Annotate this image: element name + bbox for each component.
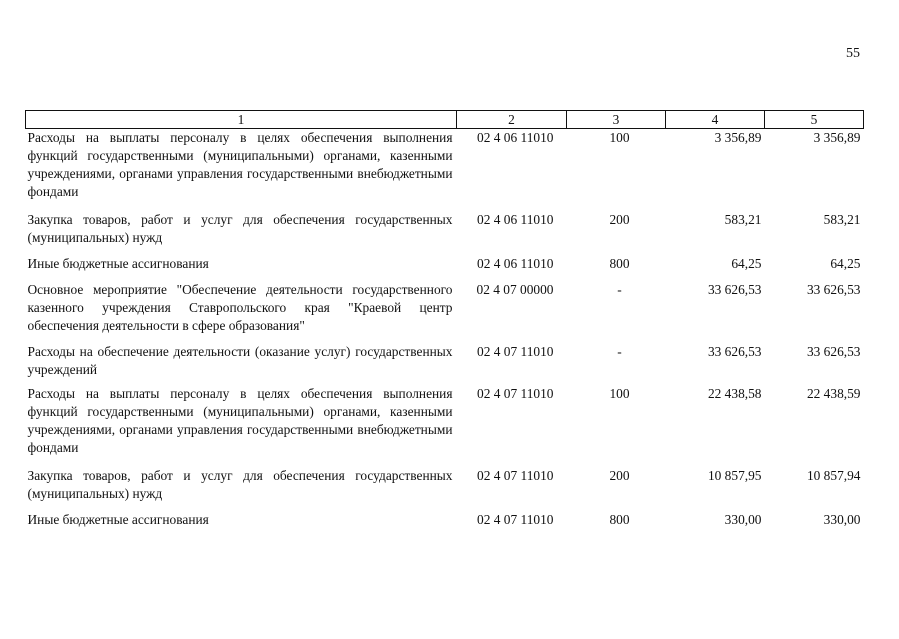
- row-name: Закупка товаров, работ и услуг для обеспечения государственных (муниципальных) нужд: [27, 468, 453, 501]
- row-col4: 330,00: [724, 512, 762, 527]
- row-col5: 10 857,94: [806, 468, 861, 483]
- row-type: 100: [609, 386, 630, 401]
- table-row: [26, 255, 864, 281]
- row-code: 02 4 06 11010: [477, 212, 554, 227]
- header-col-3: 3: [567, 111, 666, 129]
- row-col5: 330,00: [823, 512, 861, 527]
- row-code: 02 4 07 11010: [477, 468, 554, 483]
- row-code: 02 4 07 11010: [477, 386, 554, 401]
- row-col5: 33 626,53: [806, 344, 861, 359]
- row-name: Основное мероприятие "Обеспечение деятельности государственного казенного учреждения Ставропольского края "Краевой центр обеспечения деятельности в сфере образования": [27, 282, 453, 333]
- row-code: 02 4 06 11010: [477, 130, 554, 145]
- row-type: 800: [609, 512, 630, 527]
- table-row: [26, 385, 864, 467]
- header-row: [26, 111, 864, 129]
- page-number: 55: [846, 46, 860, 61]
- row-code: 02 4 07 11010: [477, 512, 554, 527]
- row-type: -: [617, 282, 622, 297]
- row-col5: 33 626,53: [806, 282, 861, 297]
- row-code: 02 4 07 00000: [476, 282, 554, 297]
- table-row: [26, 211, 864, 255]
- budget-table: [25, 110, 864, 533]
- table-row: [26, 467, 864, 511]
- table-body: [26, 129, 864, 534]
- table-row: [26, 343, 864, 385]
- row-name: Расходы на выплаты персоналу в целях обеспечения выполнения функций государственными (муниципальными) органами, казенными учреждениями, органами управления государственными внебюджетными фондами: [27, 386, 453, 455]
- table-header: [26, 111, 864, 129]
- row-col5: 64,25: [830, 256, 861, 271]
- row-col4: 10 857,95: [707, 468, 762, 483]
- row-name: Расходы на выплаты персоналу в целях обеспечения выполнения функций государственными (муниципальными) органами, казенными учреждениями, органами управления государственными внебюджетными фондами: [27, 130, 453, 199]
- row-code: 02 4 06 11010: [477, 256, 554, 271]
- row-col4: 22 438,58: [707, 386, 762, 401]
- table-row: [26, 281, 864, 343]
- row-col5: 583,21: [823, 212, 861, 227]
- table-row: [26, 129, 864, 212]
- row-name: Расходы на обеспечение деятельности (оказание услуг) государственных учреждений: [27, 344, 453, 377]
- row-type: 200: [609, 212, 630, 227]
- table-row: [26, 511, 864, 533]
- row-col4: 33 626,53: [707, 282, 762, 297]
- header-col-1: 1: [26, 111, 457, 129]
- row-name: Иные бюджетные ассигнования: [27, 512, 209, 527]
- row-col4: 583,21: [724, 212, 762, 227]
- header-col-5: 5: [765, 111, 864, 129]
- header-col-2: 2: [457, 111, 567, 129]
- row-col4: 33 626,53: [707, 344, 762, 359]
- row-type: -: [617, 344, 622, 359]
- row-col5: 22 438,59: [806, 386, 861, 401]
- row-type: 200: [609, 468, 630, 483]
- row-type: 100: [609, 130, 630, 145]
- row-col4: 3 356,89: [714, 130, 762, 145]
- header-col-4: 4: [666, 111, 765, 129]
- row-name: Закупка товаров, работ и услуг для обеспечения государственных (муниципальных) нужд: [27, 212, 453, 245]
- row-code: 02 4 07 11010: [477, 344, 554, 359]
- row-col4: 64,25: [731, 256, 762, 271]
- row-type: 800: [609, 256, 630, 271]
- row-col5: 3 356,89: [813, 130, 861, 145]
- row-name: Иные бюджетные ассигнования: [27, 256, 209, 271]
